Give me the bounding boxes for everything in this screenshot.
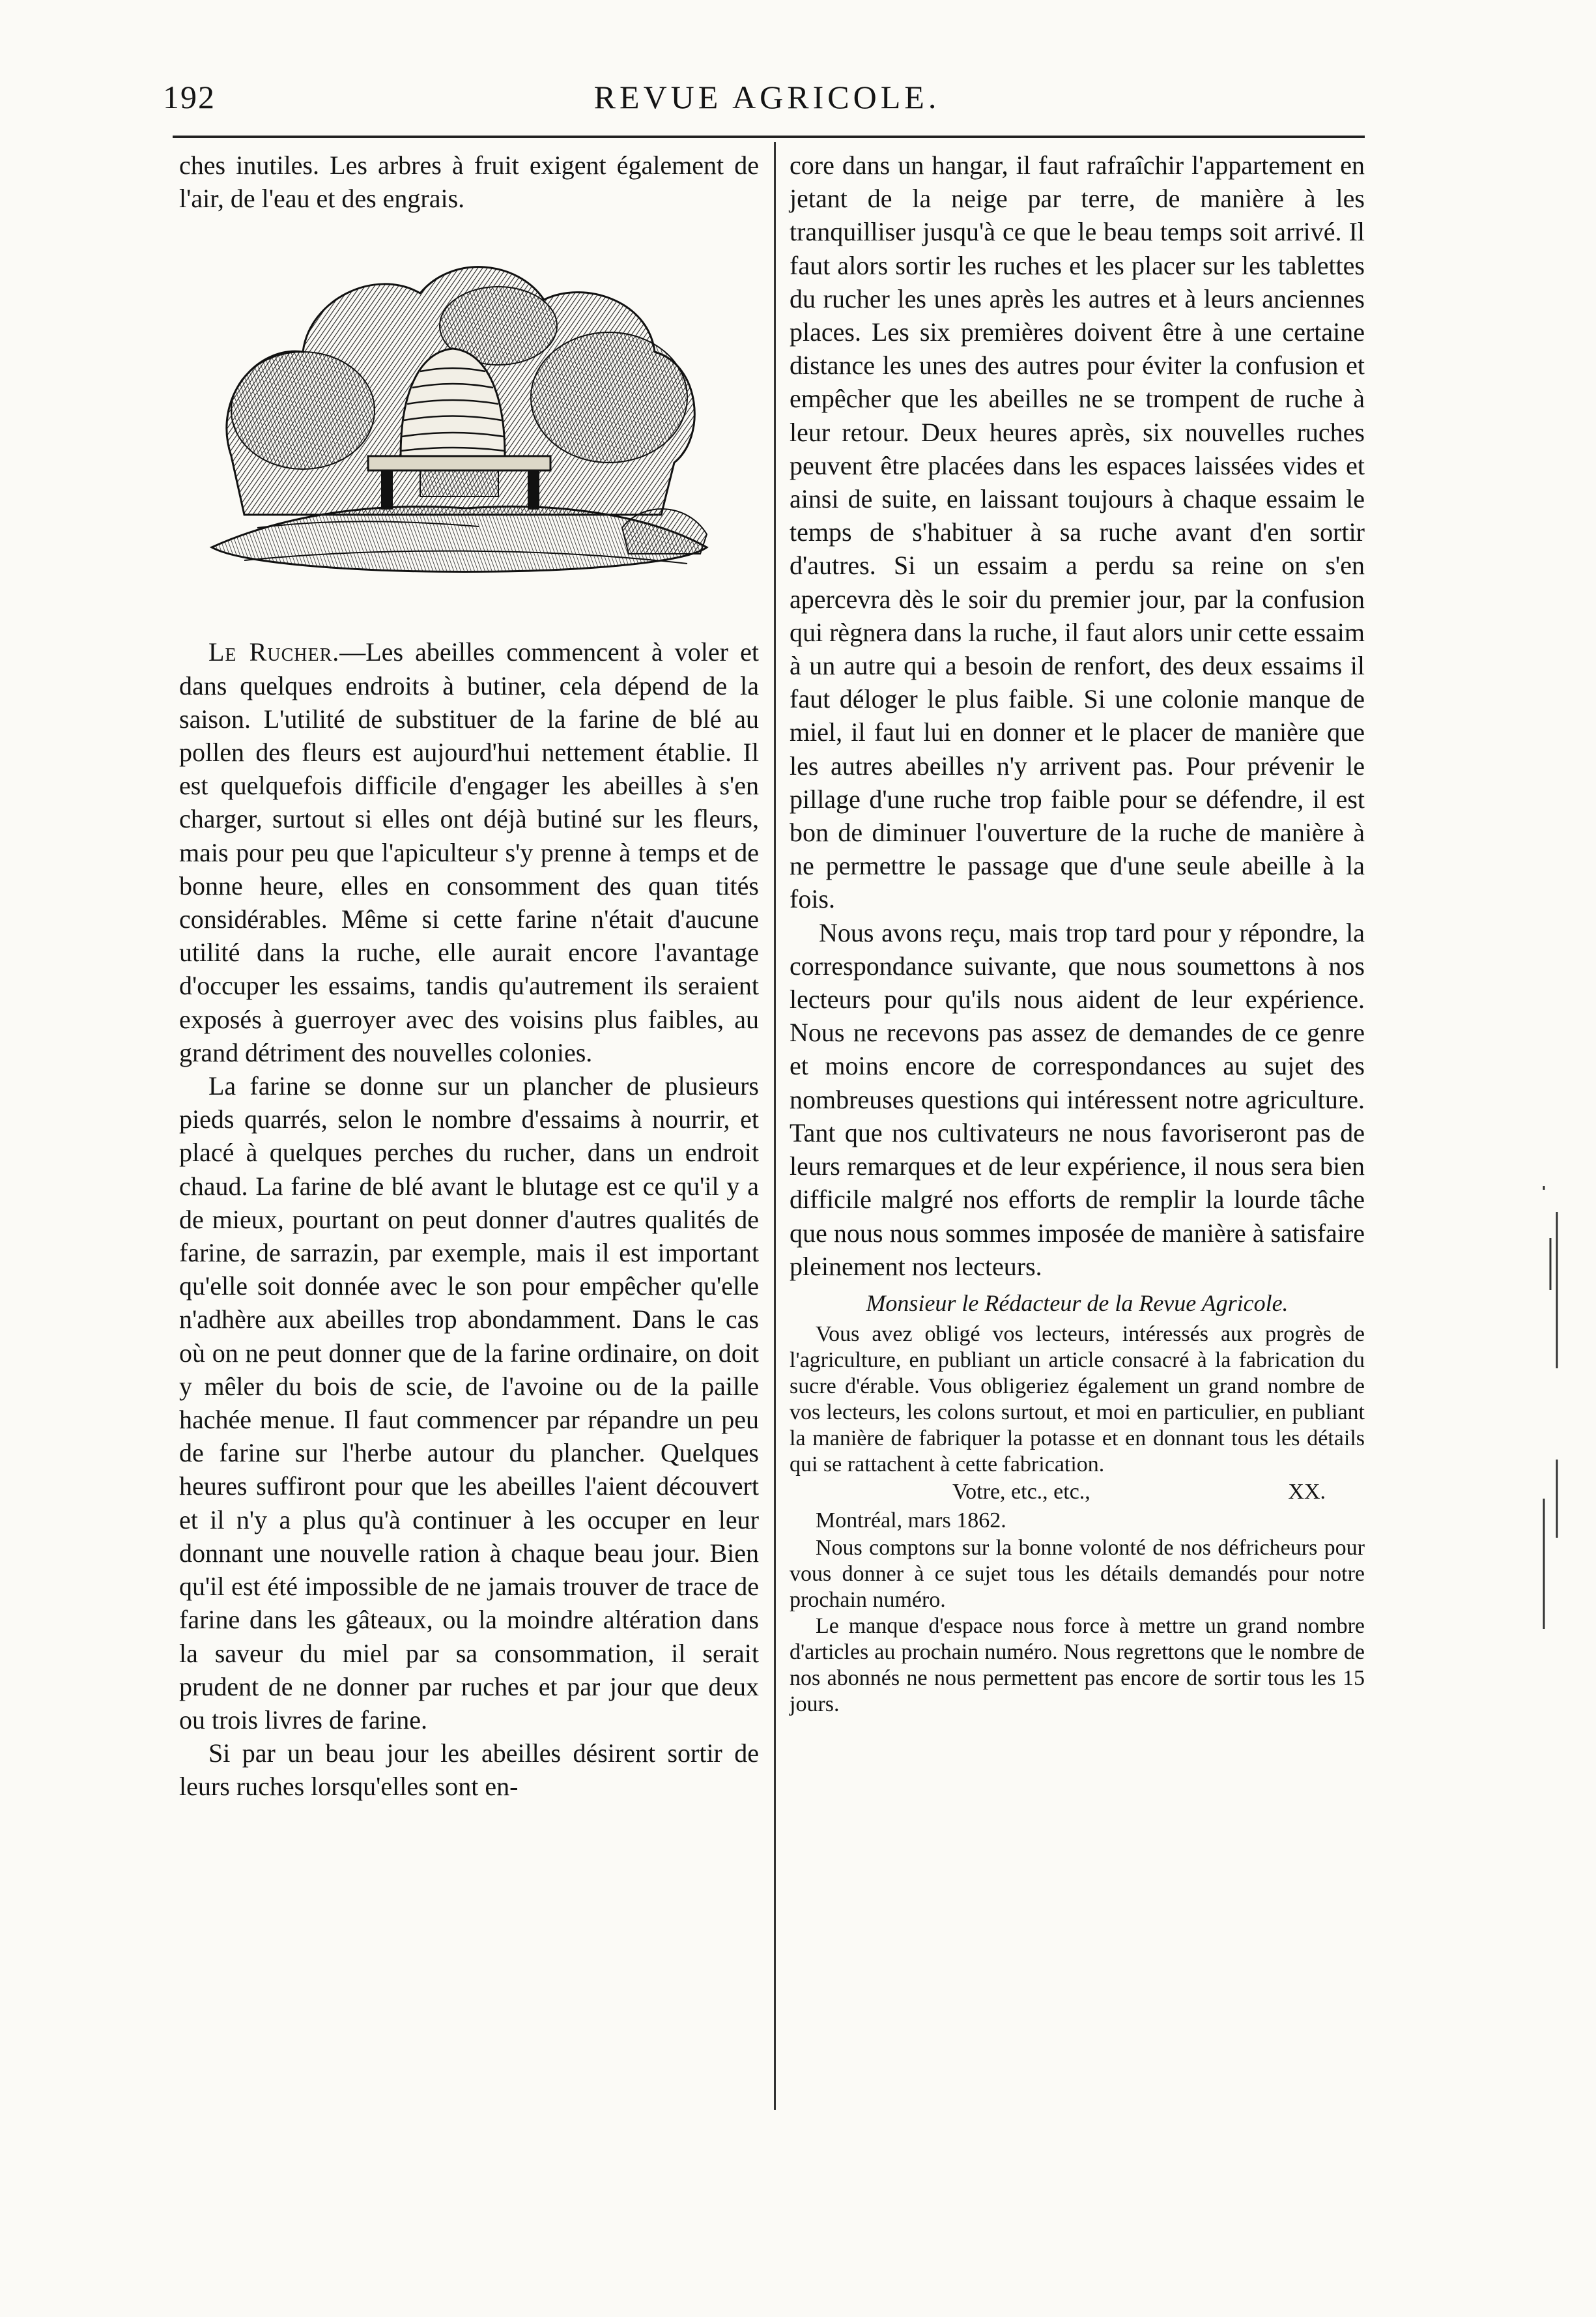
letter-salutation: Monsieur le Rédacteur de la Revue Agricole. <box>866 1289 1289 1316</box>
signoff-initials: XX. <box>1288 1480 1326 1504</box>
letter-place-date: Montréal, mars 1862. <box>816 1508 1006 1533</box>
page-number: 192 <box>163 79 216 115</box>
section-heading: Le Rucher. <box>208 637 340 667</box>
letter-body <box>790 1321 1365 1478</box>
margin-marks <box>1531 1173 1570 1694</box>
column-divider <box>774 142 776 2110</box>
header-rule <box>173 136 1365 138</box>
editor-notes <box>790 1535 1365 1718</box>
page-header <box>163 72 1371 124</box>
paragraph-correspondance: Nous avons reçu, mais trop tard pour y répondre, la correspondance suivante, que nous soumettons à nos lecteurs pour qu'ils nous aident de leur expérience. Nous ne recevons pas assez de demandes de ce genre et moins encore de correspondances au sujet des nombreuses questions qui intéressent notre agriculture. Tant que nos cultivateurs ne nous favoriseront pas de leurs remarques et de leur expérience, il nous sera bien difficile malgré nos efforts de remplir la lourde tâche que nous nous sommes imposée de manière à satisfaire pleinement nos lecteurs. <box>790 917 1365 1281</box>
beehive-engraving <box>205 241 713 606</box>
editor-note-2: Le manque d'espace nous force à mettre un grand nombre d'articles au prochain numéro. Nous regrettons que le nombre de nos abonnés ne nous permettent pas encore de sortir tous les 15 jours. <box>790 1614 1365 1717</box>
paragraph-continued: ches inutiles. Les arbres à fruit exigent également de l'air, de l'eau et des engrais. <box>179 151 759 214</box>
running-title: REVUE AGRICOLE. <box>593 79 941 115</box>
signoff-text: Votre, etc., etc., <box>952 1480 1090 1504</box>
paragraph-rucher-text: —Les abeilles commencent à voler et dans quelques endroits à butiner, cela dépend de la saison. L'utilité de substituer de la farine de blé au pollen des fleurs est aujourd'hui nettement établie. Il est quelquefois difficile d'engager les abeilles à s'en charger, surtout si elles ont déjà butiné sur les fleurs, mais pour peu que l'apiculteur s'y prenne à temps et de bonne heure, elles en consomment des quan tités considérables. Même si cette farine n'était d'aucune utilité dans la ruche, elle aurait encore l'avantage d'occuper les essaims, tandis qu'autrement ils seraient exposés à guerroyer avec des voisins plus faibles, au grand détriment des nouvelles colonies. <box>179 637 759 1067</box>
editor-note-1: Nous comptons sur la bonne volonté de nos défricheurs pour vous donner à ce sujet tous les détails demandés pour notre prochain numéro. <box>790 1536 1365 1613</box>
paragraph-beau-jour: Si par un beau jour les abeilles désirent sortir de leurs ruches lorsqu'elles sont en- <box>179 1738 759 1802</box>
letter-text: Vous avez obligé vos lecteurs, intéressés aux progrès de l'agriculture, en publiant un article consacré à la fabrication du sucre d'érable. Vous obligeriez également un grand nombre de vos lecteurs, les colons surtout, et moi en particulier, en publiant la manière de fabriquer la potasse et en donnant tous les détails qui se rattachent à cette fabrication. <box>790 1322 1365 1477</box>
paragraph-rucher <box>179 635 759 1069</box>
left-column <box>179 149 759 1804</box>
paragraph-farine: La farine se donne sur un plancher de plusieurs pieds quarrés, selon le nombre d'essaims à nourrir, et placé à quelques perches du rucher, dans un endroit chaud. La farine de blé avant le blutage est ce qu'il y a de mieux, pourtant on peut donner d'autres qualités de farine, de sarrazin, par exemple, mais il est important qu'elle soit donnée avec le son pour empêcher qu'elle n'adhère aux abeilles trop abondamment. Dans le cas où on ne peut donner que de la farine ordinaire, on doit y mêler du bois de scie, de l'avoine ou de la paille hachée menue. Il faut commencer par répandre un peu de farine sur l'herbe autour du plancher. Quelques heures suffiront pour que les abeilles l'aient découvert et il n'y a plus qu'à continuer à les occuper en leur donnant une nouvelle ration à chaque beau jour. Bien qu'il est été impossible de ne jamais trouver de trace de farine dans les gâteaux, ou la moindre altération dans la saveur du miel par sa consommation, il serait prudent de ne donner par ruches et par jour que deux ou trois livres de farine. <box>179 1071 759 1734</box>
letter-signoff <box>790 1478 1365 1506</box>
beehive-illustration <box>205 241 713 606</box>
paragraph-continued-right: core dans un hangar, il faut rafraîchir l'appartement en jetant de la neige par terre, de manière à les tranquilliser jusqu'à ce que le beau temps soit arrivé. Il faut alors sortir les ruches et les placer sur les tablettes du rucher les unes après les autres et à leurs anciennes places. Les six premières doivent être à une certaine distance les unes des autres pour éviter la confusion et empêcher que les abeilles ne se trompent de ruche à leur retour. Deux heures après, six nouvelles ruches peuvent être placées dans les espaces laissées vides et ainsi de suite, en laissant toujours à chaque essaim le temps de s'habituer à sa ruche avant d'en sortir d'autres. Si un essaim a perdu sa reine on s'en apercevra dès le soir du premier jour, par la confusion qui règnera dans la ruche, il faut alors unir cette essaim à un autre qui a besoin de renfort, des deux essaims il faut déloger le plus faible. Si une colonie manque de miel, il faut lui en donner et le placer de manière que les autres abeilles n'y arrivent pas. Pour prévenir le pillage d'une ruche trop faible pour se défendre, il est bon de diminuer l'ouverture de la ruche de manière à ne permettre le passage que d'une seule abeille à la fois. <box>790 151 1365 914</box>
right-column <box>790 149 1365 1718</box>
